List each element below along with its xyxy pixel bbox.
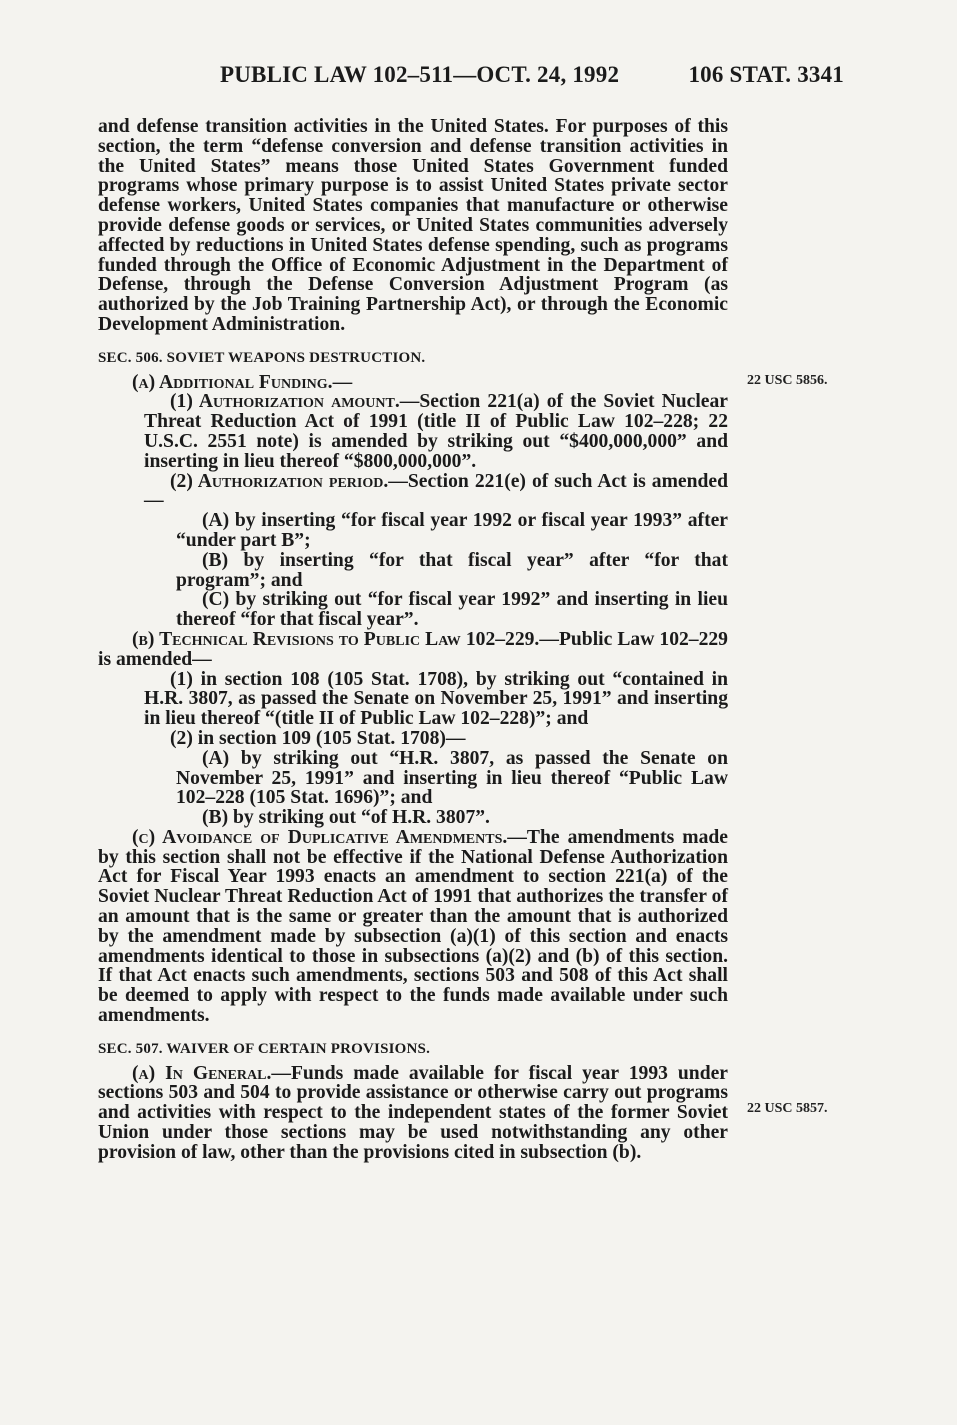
paragraph-b2: (2) in section 109 (105 Stat. 1708)—	[170, 727, 466, 749]
subsection-c-label: (c) Avoidance of Duplicative Amendments.	[132, 826, 508, 848]
section-506-heading: SEC. 506. SOVIET WEAPONS DESTRUCTION.	[98, 349, 426, 366]
subsection-a-label: (a) Additional Funding.—	[132, 371, 353, 393]
clause-a2A: (A) by inserting “for fiscal year 1992 or fiscal year 1993” after “under part B”;	[176, 510, 728, 551]
header-stat-page: 106 STAT. 3341	[688, 62, 844, 87]
subsection-a-heading	[98, 373, 728, 393]
document-body	[98, 117, 728, 1163]
section-507-a-text: —Funds made available for fiscal year 1993 under sections 503 and 504 to provide assistance or otherwise carry out programs and activities with respect to the independent states of the former Soviet Union under those sections may be used notwithstanding any other provision of law, other than the provisions cited in subsection (b).	[98, 1062, 728, 1163]
clause-a2B: (B) by inserting “for that fiscal year” after “for that program”; and	[176, 549, 728, 591]
margin-note-sec507: 22 USC 5857.	[747, 1101, 828, 1116]
section-507-subsection-a	[98, 1064, 728, 1163]
paragraph-a1-text: —Section 221(a) of the Soviet Nuclear Threat Reduction Act of 1991 (title II of Public Law 102–228; 22 U.S.C. 2551 note) is amended by striking out “$400,000,000” and inserting in lieu thereof “$800,000,000”.	[144, 391, 728, 472]
subsection-b-label: (b) Technical Revisions to Public Law 102–229.	[132, 628, 540, 650]
section-507-a-label: (a) In General.	[132, 1062, 272, 1084]
header-public-law: PUBLIC LAW 102–511—OCT. 24, 1992	[220, 62, 620, 87]
intro-paragraph: and defense transition activities in the United States. For purposes of this section, the term “defense conversion and defense transition activities in the United States” means those United States Government funded programs whose primary purpose is to assist United States private sector defense workers, United States companies that manufacture or otherwise provide defense goods or services, or United States communities adversely affected by reductions in United States defense spending, such as programs funded through the Office of Economic Adjustment in the Department of Defense, through the Defense Conversion Adjustment Program (as authorized by the Job Training Partnership Act), or through the Economic Development Administration.	[98, 116, 728, 335]
paragraph-a2-label: (2) Authorization period.	[170, 470, 389, 492]
subsection-b-text: —Public Law 102–229 is amended—	[98, 628, 728, 670]
clause-b2B: (B) by striking out “of H.R. 3807”.	[202, 807, 490, 829]
paragraph-a2	[98, 472, 728, 512]
paragraph-a2-text: —Section 221(e) of such Act is amended—	[144, 470, 728, 512]
paragraph-a1	[98, 392, 728, 471]
subsection-c-text: —The amendments made by this section shall not be effective if the National Defense Authorization Act for Fiscal Year 1993 enacts an amendment to section 221(a) of the Soviet Nuclear Threat Reduction Act of 1991 that authorizes the transfer of an amount that is the same or greater than the amount that is authorized by the amendment made by subsection (a)(1) of this section and enacts amendments identical to those in subsections (a)(2) and (b) of this section. If that Act enacts such amendments, sections 503 and 508 of this Act shall be deemed to apply with respect to the funds made available under such amendments.	[98, 826, 728, 1027]
margin-note-sec506: 22 USC 5856.	[747, 373, 828, 388]
clause-a2C: (C) by striking out “for fiscal year 1992” and inserting in lieu thereof “for that fiscal year”.	[176, 589, 728, 631]
paragraph-a1-label: (1) Authorization amount.	[170, 391, 400, 413]
paragraph-b1: (1) in section 108 (105 Stat. 1708), by striking out “contained in H.R. 3807, as passed the Senate on November 25, 1991” and inserting in lieu thereof “(title II of Public Law 102–228)”; and	[144, 668, 728, 730]
section-507-heading: SEC. 507. WAIVER OF CERTAIN PROVISIONS.	[98, 1040, 431, 1057]
clause-b2A: (A) by striking out “H.R. 3807, as passed the Senate on November 25, 1991” and inserting in lieu thereof “Public Law 102–228 (105 Stat. 1696)”; and	[176, 747, 728, 809]
subsection-c	[98, 828, 728, 1026]
subsection-b	[98, 630, 728, 670]
